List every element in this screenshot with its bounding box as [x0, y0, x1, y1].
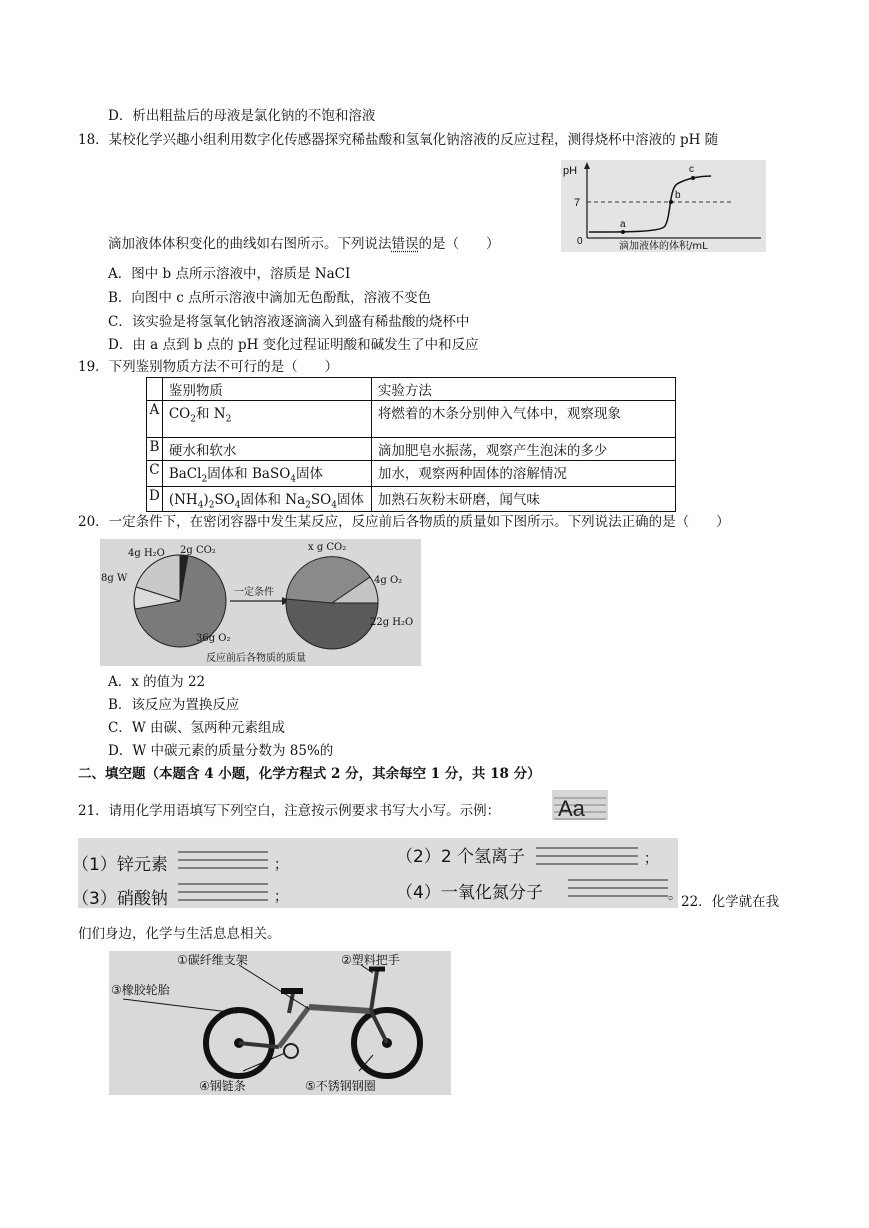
section2-title: 二、填空题（本题含 4 小题，化学方程式 2 分，其余每空 1 分，共 18 分） [78, 766, 541, 782]
q20-before-co2: 2g CO₂ [180, 545, 216, 556]
q18-option-c: C．该实验是将氢氧化钠溶液逐滴滴入到盛有稀盐酸的烧杯中 [108, 314, 470, 330]
q20-pie-figure [100, 539, 421, 666]
q19-table [146, 377, 676, 512]
q19-row-a-label: A [147, 401, 163, 438]
q20-option-c: C．W 由碳、氢两种元素组成 [108, 720, 285, 736]
q22-label-3: ③橡胶轮胎 [111, 983, 170, 997]
q22-stem-part1: 22．化学就在我 [681, 894, 780, 910]
q22-bicycle-figure [109, 951, 451, 1095]
q18-stem-line2 [108, 234, 500, 254]
q21-fill-in-figure [72, 838, 682, 909]
q18-option-d: D．由 a 点到 b 点的 pH 变化过程证明酸和碱发生了中和反应 [108, 337, 479, 353]
q18-stem-line1: 18．某校化学兴趣小组利用数字化传感器探究稀盐酸和氢氧化钠溶液的反应过程，测得烧杯中溶液的 pH 随 [78, 132, 719, 148]
q20-caption: 反应前后各物质的质量 [206, 653, 306, 664]
q18-fig-xlabel: 滴加液体的体积/mL [619, 241, 708, 252]
q18-fig-ylabel: pH [563, 165, 578, 177]
q19-row-c-substance: BaCl$_2$固体和 BaSO$_4$固体 [162, 461, 371, 487]
q22-label-4: ④钢链条 [199, 1079, 246, 1093]
q19-header-blank [147, 378, 163, 401]
q21-item-1: （1）锌元素 [72, 855, 168, 875]
q19-row-c-label: C [147, 461, 163, 487]
q22-label-5: ⑤不锈钢钢圈 [305, 1079, 376, 1093]
q22-stem-part2: 们们身边，化学与生活息息相关。 [78, 926, 281, 942]
q20-before-o2: 36g O₂ [196, 633, 231, 644]
q19-row-b-method: 滴加肥皂水振荡，观察产生泡沫的多少 [371, 438, 675, 461]
q18-stem-emphasis: 错误 [391, 236, 419, 252]
q18-option-b: B．向图中 c 点所示溶液中滴加无色酚酞，溶液不变色 [108, 290, 432, 306]
q21-item-4: （4）一氧化氮分子 [396, 883, 543, 903]
q21-sep-4: 。 [668, 887, 682, 903]
table-row [147, 461, 676, 487]
q19-header-substance: 鉴别物质 [162, 378, 371, 401]
q21-item-2: （2）2 个氢离子 [396, 847, 526, 867]
q19-row-a-method: 将燃着的木条分别伸入气体中，观察现象 [371, 401, 675, 438]
q19-stem: 19．下列鉴别物质方法不可行的是（ ） [78, 359, 339, 375]
q21-sep-1: ； [274, 857, 288, 873]
q21-item-3: （3）硝酸钠 [72, 889, 168, 909]
q21-example-glyph: Aa [558, 796, 585, 820]
q21-example-figure [552, 790, 608, 820]
q17-option-d: D．析出粗盐后的母液是氯化钠的不饱和溶液 [108, 108, 376, 124]
q20-option-a: A．x 的值为 22 [108, 674, 206, 690]
q22-label-2: ②塑料把手 [341, 953, 400, 967]
q20-after-co2: x g CO₂ [308, 542, 347, 553]
q19-row-d-label: D [147, 486, 163, 512]
q18-stem-line2-b: 的是（ ） [418, 236, 500, 252]
q20-arrow-label: 一定条件 [234, 587, 274, 598]
q18-ph-curve-figure [561, 160, 766, 252]
q21-stem: 21．请用化学用语填写下列空白，注意按示例要求书写大小写。示例： [78, 803, 501, 819]
q19-row-c-method: 加水，观察两种固体的溶解情况 [371, 461, 675, 487]
q20-before-h2o: 4g H₂O [128, 548, 165, 559]
q18-fig-point-b: b [675, 190, 681, 201]
q18-stem-line2-a: 滴加液体体积变化的曲线如右图所示。下列说法 [108, 236, 392, 252]
table-row [147, 378, 676, 401]
q19-row-d-method: 加熟石灰粉末研磨，闻气味 [371, 486, 675, 512]
q18-fig-origin: 0 [577, 236, 583, 247]
q20-option-d: D．W 中碳元素的质量分数为 85%的 [108, 743, 334, 759]
q18-fig-ytick: 7 [574, 197, 581, 209]
q20-after-h2o: 22g H₂O [370, 617, 414, 628]
q20-option-b: B．该反应为置换反应 [108, 697, 240, 713]
table-row [147, 486, 676, 512]
table-row [147, 401, 676, 438]
q18-fig-point-a: a [620, 219, 626, 230]
q19-row-a-substance: $CO_2$和 $N_2$ [162, 401, 371, 438]
q19-row-b-substance: 硬水和软水 [162, 438, 371, 461]
q21-sep-3: ； [274, 889, 288, 905]
q19-row-d-substance: $(NH_4)_2SO_4$固体和 $Na_2SO_4$固体 [162, 486, 371, 512]
table-row [147, 438, 676, 461]
q21-sep-2: ； [644, 851, 658, 867]
q20-after-o2: 4g O₂ [374, 575, 403, 586]
q19-row-b-label: B [147, 438, 163, 461]
q18-option-a: A．图中 b 点所示溶液中，溶质是 NaCI [108, 266, 351, 282]
q19-header-method: 实验方法 [371, 378, 675, 401]
q22-label-1: ①碳纤维支架 [177, 953, 248, 967]
q18-fig-point-c: c [689, 164, 694, 175]
q20-stem: 20．一定条件下，在密闭容器中发生某反应，反应前后各物质的质量如下图所示。下列说法正确的是（ ） [78, 514, 730, 530]
q20-before-w: 8g W [101, 573, 128, 584]
